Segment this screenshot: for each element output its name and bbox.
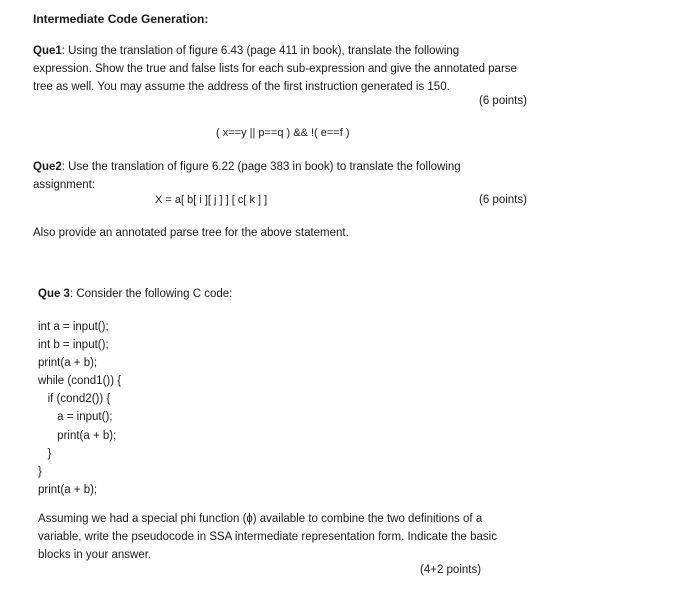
question-2-followup: Also provide an annotated parse tree for the above statement. — [33, 227, 349, 239]
question-1 — [33, 42, 573, 96]
question-1-text-line-2: expression. Show the true and false lists for each sub-expression and give the annotated parse — [33, 63, 517, 75]
question-3-heading — [38, 288, 232, 300]
question-2-text-line-1: : Use the translation of figure 6.22 (page 383 in book) to translate the following — [61, 161, 461, 173]
question-1-label: Que1 — [33, 45, 62, 57]
question-3-points: (4+2 points) — [420, 564, 482, 576]
question-3-instructions — [38, 510, 578, 564]
code-line: a = input(); — [38, 411, 113, 424]
question-3-label: Que 3 — [38, 288, 70, 300]
code-line: while (cond1()) { — [38, 375, 122, 388]
question-1-text-line-1: : Using the translation of figure 6.43 (page 411 in book), translate the following — [61, 45, 460, 57]
question-1-points: (6 points) — [479, 95, 527, 107]
code-line: print(a + b); — [38, 483, 98, 496]
code-line: if (cond2()) { — [38, 393, 111, 406]
question-2-points: (6 points) — [479, 194, 527, 206]
page-title: Intermediate Code Generation: — [33, 12, 209, 26]
question-2-text-line-2: assignment: — [33, 179, 96, 191]
code-line: } — [38, 465, 42, 478]
code-line: print(a + b); — [38, 357, 98, 370]
question-1-expression: ( x==y || p==q ) && !( e==f ) — [216, 127, 350, 139]
question-3-text-line-1: Assuming we had a special phi function (ɸ) available to combine the two definitions of a — [38, 513, 483, 525]
question-2 — [33, 158, 573, 194]
question-2-expression: X = a[ b[ i ][ j ] ] [ c[ k ] ] — [155, 194, 268, 206]
question-2-label: Que2 — [33, 161, 62, 173]
question-3-text-line-2: variable, write the pseudocode in SSA intermediate representation form. Indicate the basic — [38, 531, 497, 543]
code-block — [38, 318, 121, 499]
code-line: int b = input(); — [38, 339, 109, 352]
code-line: int a = input(); — [38, 321, 109, 333]
question-3-text-line-3: blocks in your answer. — [38, 549, 152, 561]
code-line: print(a + b); — [38, 429, 117, 442]
question-3-intro: : Consider the following C code: — [69, 288, 233, 300]
code-line: } — [38, 447, 52, 460]
question-1-text-line-3: tree as well. You may assume the address of the first instruction generated is 150. — [33, 81, 450, 93]
